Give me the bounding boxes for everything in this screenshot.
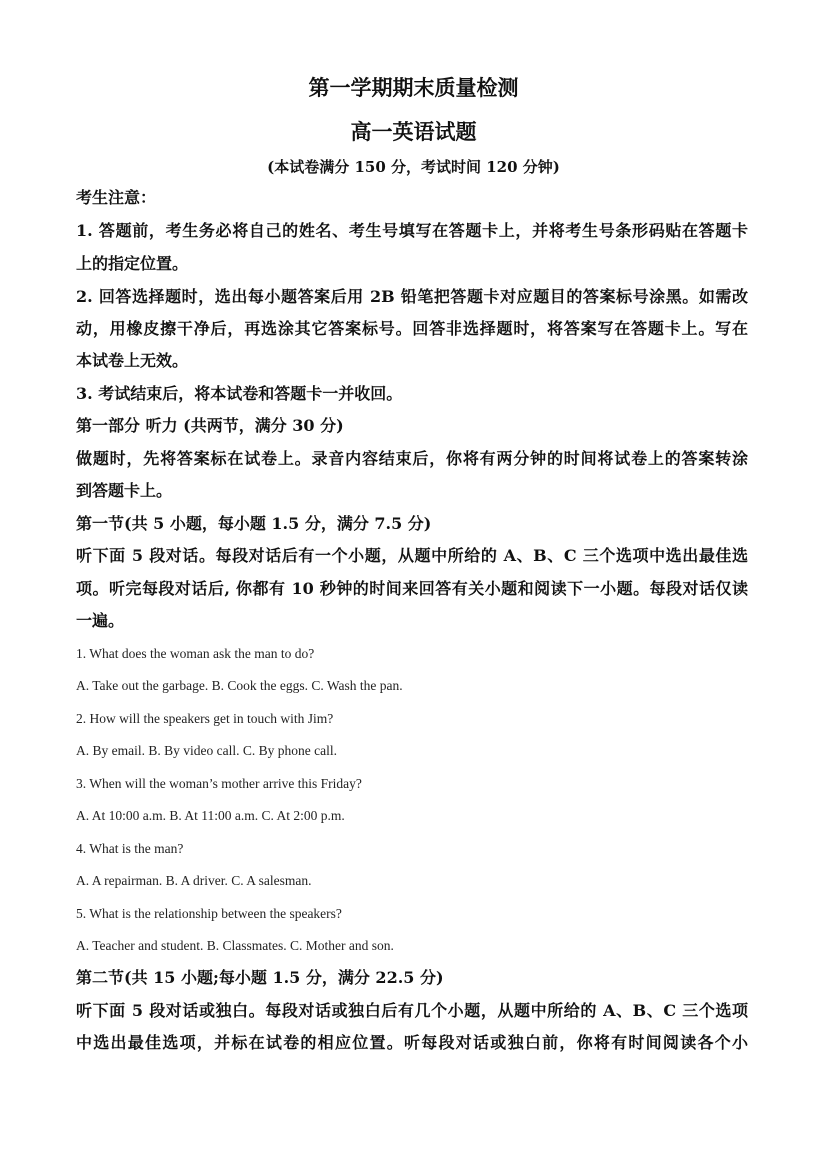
section1-instruction: 听下面 5 段对话。每段对话后有一个小题，从题中所给的 A、B、C 三个选项中选出最佳选 <box>76 546 748 565</box>
question-text: 3. When will the woman’s mother arrive this Friday? <box>76 776 362 791</box>
question-options: A. By email. B. By video call. C. By phone call. <box>76 743 337 758</box>
notice-line: 本试卷上无效。 <box>76 351 189 370</box>
question-text: 5. What is the relationship between the speakers? <box>76 906 342 921</box>
part1-instruction: 做题时，先将答案标在试卷上。录音内容结束后，你将有两分钟的时间将试卷上的答案转涂 <box>76 449 748 468</box>
part1-instruction: 到答题卡上。 <box>76 481 173 500</box>
question-options: A. Take out the garbage. B. Cook the eggs. C. Wash the pan. <box>76 678 403 693</box>
notice-line: 动，用橡皮擦干净后，再选涂其它答案标号。回答非选择题时，将答案写在答题卡上。写在 <box>76 319 748 338</box>
section2-heading: 第二节(共 15 小题;每小题 1.5 分，满分 22.5 分) <box>76 968 444 987</box>
notice-line: 1. 答题前，考生务必将自己的姓名、考生号填写在答题卡上，并将考生号条形码贴在答题卡 <box>76 221 748 240</box>
question-options: A. Teacher and student. B. Classmates. C. Mother and son. <box>76 938 394 953</box>
question-text: 2. How will the speakers get in touch with Jim? <box>76 711 334 726</box>
section2-instruction: 中选出最佳选项，并标在试卷的相应位置。听每段对话或独白前，你将有时间阅读各个小 <box>76 1033 748 1052</box>
question-text: 1. What does the woman ask the man to do? <box>76 646 315 661</box>
notice-heading: 考生注意： <box>76 188 157 207</box>
section1-instruction: 项。听完每段对话后, 你都有 10 秒钟的时间来回答有关小题和阅读下一小题。每段对话仅读 <box>76 579 748 598</box>
exam-note: (本试卷满分 150 分，考试时间 120 分钟) <box>267 158 560 176</box>
notice-line: 3. 考试结束后，将本试卷和答题卡一并收回。 <box>76 384 403 403</box>
exam-subtitle: 高一英语试题 <box>350 119 477 144</box>
section2-instruction: 听下面 5 段对话或独白。每段对话或独白后有几个小题，从题中所给的 A、B、C 三个选项 <box>76 1001 748 1020</box>
question-options: A. At 10:00 a.m. B. At 11:00 a.m. C. At 2:00 p.m. <box>76 808 345 823</box>
part1-heading: 第一部分 听力 (共两节，满分 30 分) <box>76 416 344 435</box>
section1-heading: 第一节(共 5 小题，每小题 1.5 分，满分 7.5 分) <box>76 514 432 533</box>
section1-instruction: 一遍。 <box>76 611 125 630</box>
notice-line: 2. 回答选择题时，选出每小题答案后用 2B 铅笔把答题卡对应题目的答案标号涂黑。如需改 <box>76 287 748 306</box>
question-options: A. A repairman. B. A driver. C. A salesman. <box>76 873 312 888</box>
question-text: 4. What is the man? <box>76 841 184 856</box>
exam-title: 第一学期期末质量检测 <box>308 75 519 100</box>
notice-line: 上的指定位置。 <box>76 254 189 273</box>
